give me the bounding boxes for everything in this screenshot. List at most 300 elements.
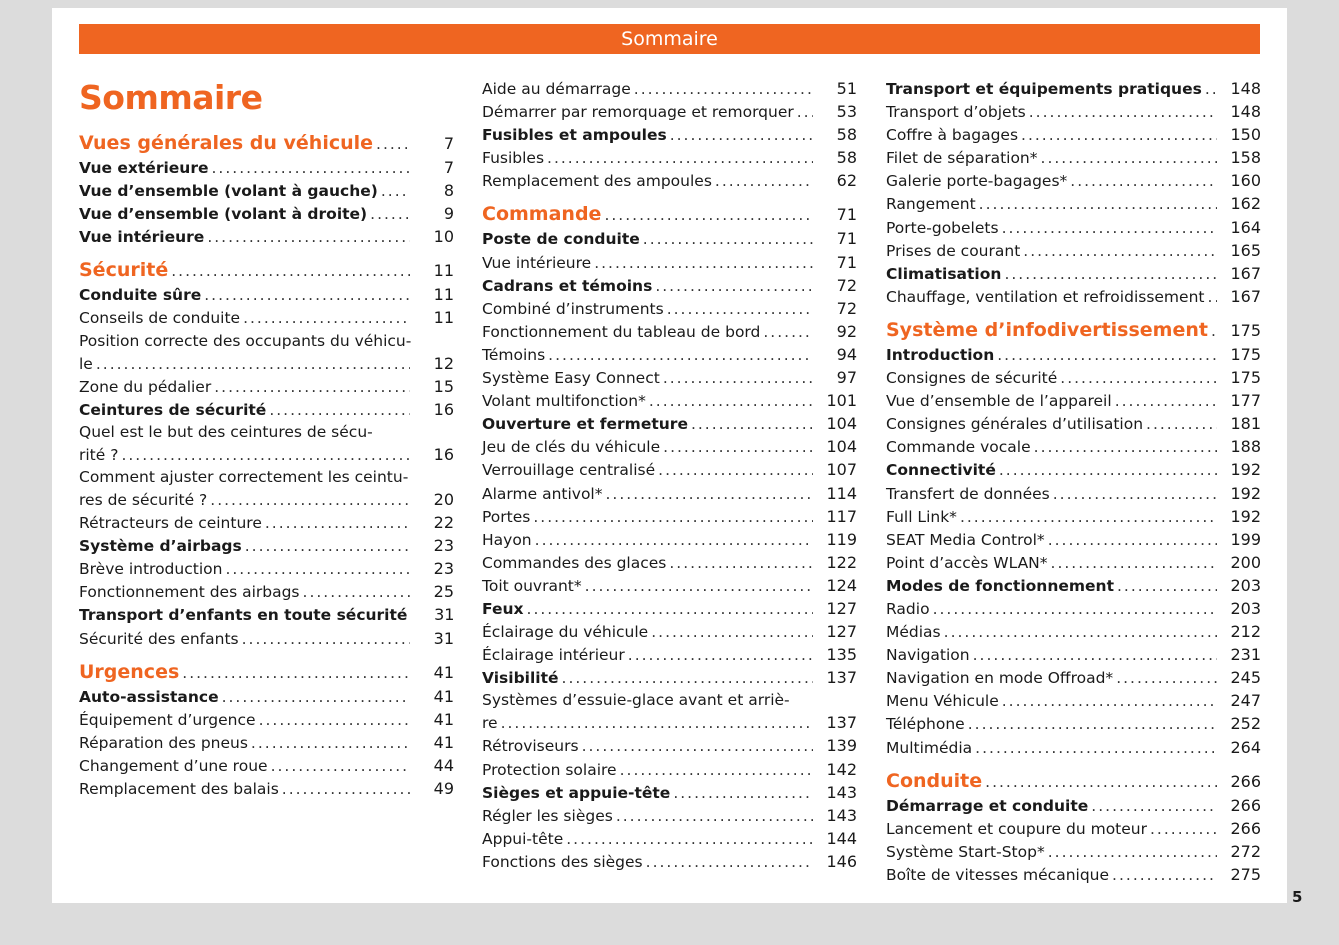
toc-entry-title: Sécurité des enfants <box>79 629 239 648</box>
dot-leader <box>527 598 813 621</box>
dot-leader <box>670 124 813 147</box>
dot-leader <box>658 459 813 482</box>
toc-entry[interactable] <box>886 412 1261 435</box>
toc-page-number: 127 <box>826 598 857 618</box>
toc-page-number: 62 <box>836 171 857 191</box>
toc-entry[interactable] <box>482 227 857 250</box>
dot-leader <box>620 759 813 782</box>
dot-leader <box>222 686 410 709</box>
toc-page-number: 71 <box>836 229 857 249</box>
toc-entry[interactable] <box>886 689 1261 712</box>
toc-entry[interactable] <box>482 711 857 734</box>
toc-page-number: 252 <box>1230 714 1261 734</box>
toc-entry-title: Éclairage du véhicule <box>482 623 649 642</box>
page-title: Sommaire <box>79 78 263 117</box>
dot-leader <box>594 252 813 275</box>
toc-entry[interactable] <box>482 297 857 320</box>
toc-entry-title: Vue extérieure <box>79 159 209 177</box>
toc-entry[interactable] <box>482 100 857 123</box>
toc-entry-title: Jeu de clés du véhicule <box>482 438 661 457</box>
toc-page-number: 177 <box>1230 391 1261 411</box>
toc-page-number: 119 <box>826 529 857 549</box>
toc-entry[interactable] <box>886 712 1261 735</box>
toc-entry[interactable] <box>79 534 454 557</box>
toc-entry[interactable] <box>79 580 454 603</box>
toc-entry[interactable] <box>79 443 454 466</box>
toc-entry-title: Transport et équipements pratiques <box>886 80 1202 98</box>
dot-leader <box>582 735 813 758</box>
toc-entry[interactable] <box>886 794 1261 817</box>
toc-page-number: 53 <box>836 102 857 122</box>
dot-leader <box>663 436 813 459</box>
toc-entry[interactable] <box>886 482 1261 505</box>
dot-leader <box>245 535 410 558</box>
toc-entry-title: SEAT Media Control* <box>886 530 1045 549</box>
toc-entry[interactable] <box>482 169 857 192</box>
dot-leader <box>651 621 813 644</box>
toc-chapter[interactable] <box>79 132 454 156</box>
toc-entry[interactable] <box>482 274 857 297</box>
dot-leader <box>673 782 813 805</box>
toc-entry[interactable] <box>886 505 1261 528</box>
toc-entry[interactable] <box>482 77 857 100</box>
toc-entry-title: Conduite <box>886 769 983 792</box>
toc-page-number: 167 <box>1230 286 1261 306</box>
toc-entry[interactable] <box>482 366 857 389</box>
toc-entry-title: Transfert de données <box>886 484 1050 503</box>
dot-leader <box>797 101 813 124</box>
toc-entry-title: Vue intérieure <box>79 228 205 247</box>
toc-entry-title: Radio <box>886 599 930 618</box>
dot-leader <box>533 506 813 529</box>
toc-page-number: 41 <box>433 709 454 729</box>
dot-leader <box>1051 552 1217 575</box>
toc-entry[interactable] <box>482 528 857 551</box>
toc-entry[interactable] <box>886 343 1261 366</box>
toc-page-number: 135 <box>826 645 857 665</box>
toc-entry-title: Chauffage, ventilation et refroidissement <box>886 287 1205 306</box>
toc-entry[interactable] <box>886 239 1261 262</box>
dot-leader <box>1150 818 1217 841</box>
toc-entry[interactable] <box>482 435 857 458</box>
toc-entry[interactable] <box>482 251 857 274</box>
toc-entry-title: Transport d’objets <box>886 103 1026 122</box>
toc-entry[interactable] <box>482 412 857 435</box>
section-banner: Sommaire <box>79 24 1260 54</box>
toc-entry-title: Commande <box>482 203 602 226</box>
toc-entry-title: Lancement et coupure du moteur <box>886 819 1147 838</box>
dot-leader <box>1041 147 1217 170</box>
toc-entry-title: Commande vocale <box>886 438 1031 457</box>
toc-entry[interactable] <box>886 840 1261 863</box>
toc-entry-title: Système d’infodivertissement <box>886 318 1208 341</box>
toc-chapter[interactable] <box>886 770 1261 794</box>
dot-leader <box>121 444 410 467</box>
dot-leader <box>715 170 813 193</box>
toc-page-number: 41 <box>433 686 454 706</box>
dot-leader <box>1146 413 1217 436</box>
toc-entry-title: Filet de séparation* <box>886 149 1038 168</box>
toc-page-number: 143 <box>826 782 857 802</box>
toc-entry-title: Rétracteurs de ceinture <box>79 514 262 533</box>
dot-leader <box>973 644 1217 667</box>
toc-entry[interactable] <box>886 77 1261 100</box>
toc-page-number: 266 <box>1230 771 1261 791</box>
toc-page-number: 58 <box>836 148 857 168</box>
dot-leader <box>979 193 1217 216</box>
dot-leader <box>985 771 1217 794</box>
toc-page-number: 92 <box>836 321 857 341</box>
toc-entry[interactable] <box>482 551 857 574</box>
toc-entry[interactable] <box>886 366 1261 389</box>
toc-entry[interactable] <box>79 685 454 708</box>
dot-leader <box>1112 864 1217 887</box>
toc-page-number: 199 <box>1230 529 1261 549</box>
toc-entry-title: Full Link* <box>886 507 957 526</box>
toc-entry[interactable] <box>886 216 1261 239</box>
toc-page-number: 94 <box>836 344 857 364</box>
dot-leader <box>1205 78 1217 101</box>
dot-leader <box>211 157 410 180</box>
dot-leader <box>535 529 813 552</box>
toc-page-number: 160 <box>1230 171 1261 191</box>
toc-entry[interactable] <box>79 306 454 329</box>
toc-page-number: 165 <box>1230 240 1261 260</box>
toc-entry[interactable] <box>886 736 1261 759</box>
toc-page-number: 11 <box>433 261 454 281</box>
dot-leader <box>182 662 410 685</box>
toc-entry-title: res de sécurité ? <box>79 490 208 509</box>
toc-page-number: 71 <box>836 252 857 272</box>
toc-entry-title: Vues générales du véhicule <box>79 132 374 154</box>
toc-entry-title: Changement d’une roue <box>79 756 268 775</box>
toc-entry[interactable] <box>482 320 857 343</box>
toc-entry-title: Régler les sièges <box>482 806 613 825</box>
dot-leader <box>225 558 410 581</box>
toc-entry[interactable] <box>886 146 1261 169</box>
dot-leader <box>214 376 410 399</box>
toc-entry-title: Feux <box>482 599 524 618</box>
dot-leader <box>210 489 410 512</box>
toc-entry[interactable] <box>482 620 857 643</box>
toc-page-number: 164 <box>1230 217 1261 237</box>
toc-entry-title: Hayon <box>482 530 532 549</box>
dot-leader <box>271 755 410 778</box>
toc-entry[interactable] <box>79 225 454 248</box>
dot-leader <box>204 284 410 307</box>
toc-page-number: 11 <box>433 308 454 328</box>
dot-leader <box>96 353 410 376</box>
toc-entry-title: Connectivité <box>886 461 996 480</box>
toc-page-number: 9 <box>443 204 454 224</box>
toc-column-2 <box>482 77 857 873</box>
toc-entry-title: Multimédia <box>886 738 973 757</box>
toc-entry[interactable] <box>482 666 857 689</box>
toc-entry-title: Commandes des glaces <box>482 553 667 572</box>
toc-entry[interactable] <box>482 850 857 873</box>
toc-entry[interactable] <box>886 863 1261 886</box>
toc-entry-title: Transport d’enfants en toute sécurité <box>79 606 408 625</box>
dot-leader <box>207 226 410 249</box>
toc-entry[interactable] <box>482 458 857 481</box>
dot-leader <box>968 713 1217 736</box>
dot-leader <box>1116 667 1217 690</box>
toc-entry-title: Remplacement des ampoules <box>482 172 712 191</box>
toc-entry[interactable] <box>886 285 1261 308</box>
toc-entry-title: Système Start-Stop* <box>886 842 1045 861</box>
dot-leader <box>1034 436 1217 459</box>
dot-leader <box>1070 170 1217 193</box>
dot-leader <box>1048 841 1217 864</box>
toc-entry[interactable] <box>482 389 857 412</box>
toc-chapter[interactable] <box>79 259 454 283</box>
dot-leader <box>1048 529 1217 552</box>
toc-page-number: 200 <box>1230 552 1261 572</box>
toc-page-number: 49 <box>433 778 454 798</box>
toc-page-number: 167 <box>1230 263 1261 283</box>
toc-entry[interactable] <box>886 551 1261 574</box>
toc-entry-title: Réparation des pneus <box>79 733 248 752</box>
toc-entry[interactable] <box>886 123 1261 146</box>
dot-leader <box>566 828 813 851</box>
dot-leader <box>242 628 410 651</box>
toc-entry-title: Vue d’ensemble de l’appareil <box>886 392 1112 411</box>
toc-entry[interactable] <box>79 283 454 306</box>
dot-leader <box>997 344 1217 367</box>
toc-page-number: 150 <box>1230 125 1261 145</box>
toc-entry-title: Volant multifonction* <box>482 392 646 411</box>
toc-entry[interactable] <box>482 827 857 850</box>
toc-page-number: 20 <box>433 489 454 509</box>
toc-entry[interactable] <box>79 179 454 202</box>
dot-leader <box>1029 101 1217 124</box>
toc-entry[interactable] <box>482 505 857 528</box>
dot-leader <box>1115 390 1217 413</box>
dot-leader <box>655 275 813 298</box>
toc-entry-title: Fonctionnement du tableau de bord <box>482 322 761 341</box>
toc-page-number: 266 <box>1230 818 1261 838</box>
toc-entry[interactable] <box>886 620 1261 643</box>
toc-entry-text-line: Quel est le but des ceintures de sécu- <box>79 422 373 441</box>
toc-entry[interactable] <box>482 781 857 804</box>
toc-page-number: 142 <box>826 759 857 779</box>
toc-entry-title: Démarrage et conduite <box>886 796 1089 815</box>
dot-leader <box>251 732 410 755</box>
toc-entry[interactable] <box>482 734 857 757</box>
toc-entry-title: Portes <box>482 507 531 526</box>
toc-entry-title: Brève introduction <box>79 560 223 579</box>
toc-entry-title: Urgences <box>79 660 180 683</box>
toc-page-number: 275 <box>1230 864 1261 884</box>
dot-leader <box>1004 263 1217 286</box>
toc-page-number: 266 <box>1230 795 1261 815</box>
toc-page-number: 72 <box>836 298 857 318</box>
toc-page-number: 114 <box>826 483 857 503</box>
toc-entry-title: Navigation <box>886 646 970 665</box>
toc-entry[interactable] <box>79 603 454 626</box>
dot-leader <box>669 552 813 575</box>
toc-entry-title: Coffre à bagages <box>886 126 1019 145</box>
toc-entry-title: Navigation en mode Offroad* <box>886 669 1114 688</box>
toc-entry[interactable] <box>482 146 857 169</box>
dot-leader <box>1002 690 1217 713</box>
toc-page-number: 175 <box>1230 344 1261 364</box>
toc-entry[interactable] <box>886 817 1261 840</box>
dot-leader <box>960 506 1217 529</box>
toc-entry[interactable] <box>886 100 1261 123</box>
toc-page-number: 101 <box>826 391 857 411</box>
toc-entry-title: Sièges et appuie-tête <box>482 783 671 802</box>
toc-entry-title: Système Easy Connect <box>482 369 660 388</box>
toc-page-number: 162 <box>1230 194 1261 214</box>
toc-entry[interactable] <box>79 511 454 534</box>
toc-page-number: 143 <box>826 805 857 825</box>
toc-page-number: 41 <box>433 662 454 682</box>
toc-entry[interactable] <box>482 123 857 146</box>
toc-entry-title: Protection solaire <box>482 760 617 779</box>
dot-leader <box>604 204 813 227</box>
toc-entry-title: Appui-tête <box>482 829 564 848</box>
toc-entry-title: Visibilité <box>482 669 559 688</box>
dot-leader <box>376 133 410 156</box>
toc-page-number: 181 <box>1230 414 1261 434</box>
toc-chapter[interactable] <box>886 319 1261 343</box>
toc-entry[interactable] <box>886 458 1261 481</box>
toc-entry[interactable] <box>482 343 857 366</box>
toc-page-number: 104 <box>826 437 857 457</box>
dot-leader <box>999 459 1217 482</box>
page-number: 5 <box>1292 888 1303 906</box>
toc-page-number: 16 <box>433 444 454 464</box>
toc-entry-title: Galerie porte-bagages* <box>886 172 1068 191</box>
toc-entry[interactable] <box>886 574 1261 597</box>
toc-entry-title: Consignes générales d’utilisation <box>886 415 1144 434</box>
toc-entry-title: Toit ouvrant* <box>482 576 582 595</box>
toc-entry-title: Cadrans et témoins <box>482 276 653 295</box>
toc-entry[interactable] <box>886 169 1261 192</box>
toc-entry[interactable] <box>79 375 454 398</box>
toc-page-number: 175 <box>1230 368 1261 388</box>
toc-chapter[interactable] <box>482 203 857 227</box>
toc-page-number: 203 <box>1230 575 1261 595</box>
dot-leader <box>606 483 814 506</box>
toc-page-number: 16 <box>433 399 454 419</box>
toc-entry[interactable] <box>886 643 1261 666</box>
dot-leader <box>1053 483 1217 506</box>
toc-entry[interactable] <box>482 758 857 781</box>
toc-entry-title: Auto-assistance <box>79 687 219 706</box>
toc-page-number: 51 <box>836 79 857 98</box>
toc-page-number: 117 <box>826 506 857 526</box>
toc-entry-title: Rangement <box>886 195 976 214</box>
toc-entry[interactable] <box>482 804 857 827</box>
toc-entry[interactable] <box>886 389 1261 412</box>
toc-entry[interactable] <box>79 557 454 580</box>
toc-page-number: 23 <box>433 559 454 579</box>
dot-leader <box>1023 240 1217 263</box>
toc-entry[interactable] <box>79 731 454 754</box>
dot-leader <box>562 667 813 690</box>
toc-page-number: 245 <box>1230 668 1261 688</box>
toc-entry[interactable] <box>886 192 1261 215</box>
toc-entry[interactable] <box>886 435 1261 458</box>
toc-entry[interactable] <box>482 482 857 505</box>
toc-page-number: 58 <box>836 125 857 145</box>
toc-entry-title: Porte-gobelets <box>886 218 999 237</box>
toc-chapter[interactable] <box>79 661 454 685</box>
toc-entry[interactable] <box>79 754 454 777</box>
toc-page-number: 31 <box>434 605 455 625</box>
toc-entry-title: Point d’accès WLAN* <box>886 553 1048 572</box>
toc-entry-title: Conseils de conduite <box>79 309 241 328</box>
toc-entry-text-line: Position correcte des occupants du véhicu- <box>79 331 412 350</box>
toc-page-number: 158 <box>1230 148 1261 168</box>
dot-leader <box>1021 124 1217 147</box>
dot-leader <box>616 805 813 828</box>
toc-column-1 <box>79 132 454 800</box>
toc-entry-title: Conduite sûre <box>79 286 202 305</box>
dot-leader <box>933 598 1217 621</box>
toc-entry[interactable] <box>79 352 454 375</box>
toc-entry[interactable] <box>482 597 857 620</box>
toc-entry-title: Consignes de sécurité <box>886 369 1058 388</box>
dot-leader <box>1060 367 1217 390</box>
toc-page-number: 22 <box>433 513 454 533</box>
toc-entry[interactable] <box>79 156 454 179</box>
toc-entry-title: Ouverture et fermeture <box>482 415 688 434</box>
toc-page-number: 12 <box>433 353 454 373</box>
toc-entry[interactable] <box>886 262 1261 285</box>
toc-page-number: 31 <box>433 628 454 648</box>
toc-entry[interactable] <box>79 627 454 650</box>
toc-entry-title: Alarme antivol* <box>482 484 603 503</box>
toc-entry[interactable] <box>79 708 454 731</box>
toc-entry[interactable] <box>79 777 454 800</box>
dot-leader <box>547 147 813 170</box>
dot-leader <box>282 778 410 801</box>
toc-entry[interactable] <box>79 202 454 225</box>
toc-entry[interactable] <box>482 574 857 597</box>
toc-entry-title: Fonctionnement des airbags <box>79 583 300 602</box>
toc-entry-title: Témoins <box>482 345 546 364</box>
toc-entry[interactable] <box>79 398 454 421</box>
toc-entry[interactable] <box>482 643 857 666</box>
toc-entry-title: Remplacement des balais <box>79 779 279 798</box>
toc-entry-title: Introduction <box>886 345 995 364</box>
toc-page-number: 192 <box>1230 483 1261 503</box>
toc-page-number: 247 <box>1230 691 1261 711</box>
toc-page-number: 192 <box>1230 460 1261 480</box>
toc-entry-title: Téléphone <box>886 715 965 734</box>
toc-page-number: 7 <box>443 158 454 177</box>
toc-entry-title: Zone du pédalier <box>79 377 212 396</box>
toc-entry-title: Boîte de vitesses mécanique <box>886 865 1110 884</box>
toc-entry[interactable] <box>886 528 1261 551</box>
toc-entry[interactable] <box>79 488 454 511</box>
toc-entry[interactable] <box>886 666 1261 689</box>
toc-page-number: 97 <box>836 368 857 388</box>
dot-leader <box>243 307 410 330</box>
dot-leader <box>1002 217 1217 240</box>
toc-page-number: 7 <box>443 134 454 153</box>
toc-page-number: 144 <box>826 828 857 848</box>
toc-page-number: 139 <box>826 736 857 756</box>
dot-leader <box>370 203 410 226</box>
toc-entry[interactable] <box>886 597 1261 620</box>
toc-entry-title: Prises de courant <box>886 241 1021 260</box>
toc-entry-text-line: Systèmes d’essuie-glace avant et arriè- <box>482 691 790 710</box>
dot-leader <box>643 228 813 251</box>
